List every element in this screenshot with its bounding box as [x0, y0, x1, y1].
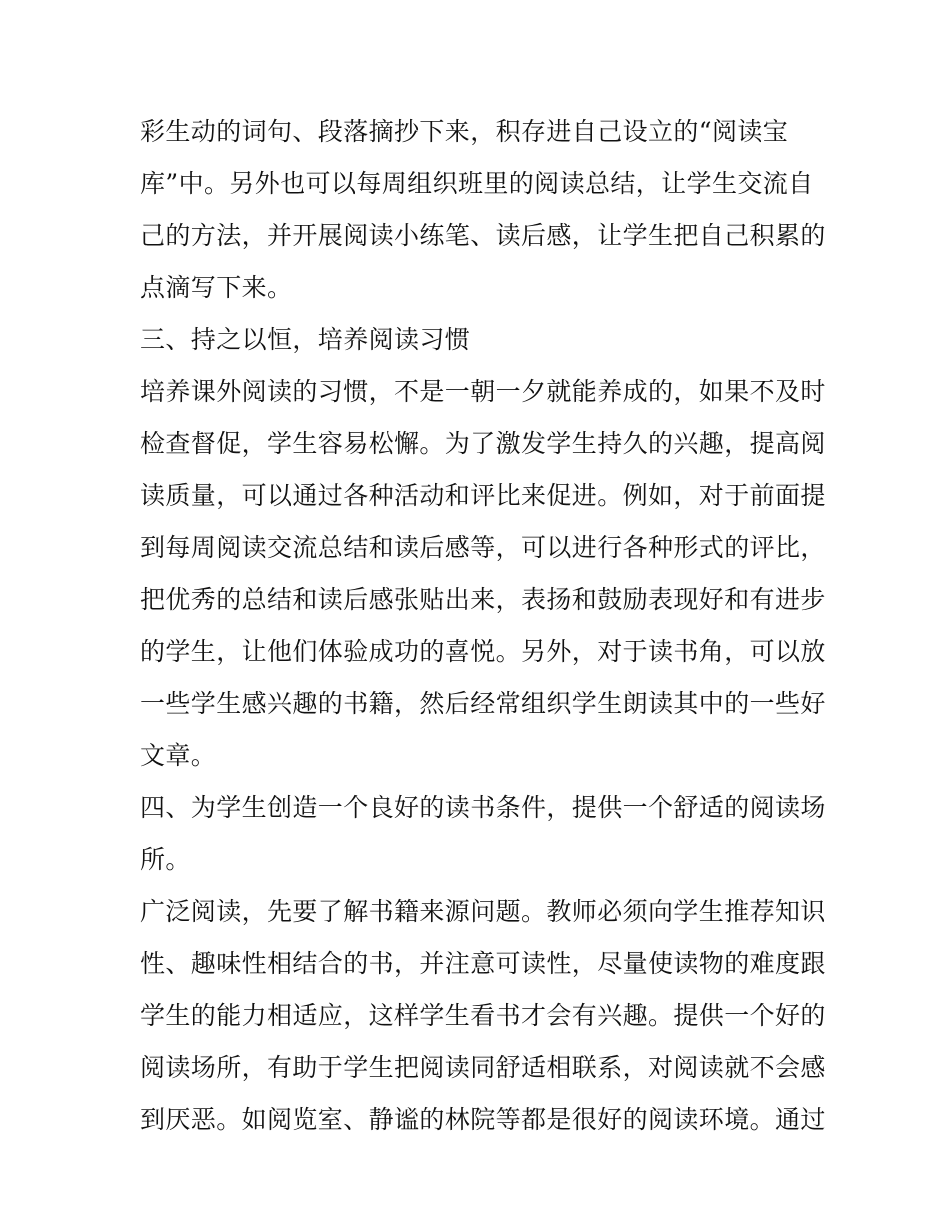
- text-line: 文章。: [140, 741, 217, 770]
- text-line: 性、趣味性相结合的书，并注意可读性，尽量使读物的难度跟: [140, 949, 826, 978]
- text-line: 检查督促，学生容易松懈。为了激发学生持久的兴趣，提高阅: [140, 429, 826, 458]
- text-line: 学生的能力相适应，这样学生看书才会有兴趣。提供一个好的: [140, 1001, 826, 1030]
- text-line: 培养课外阅读的习惯，不是一朝一夕就能养成的，如果不及时: [140, 377, 826, 406]
- text-line: 彩生动的词句、段落摘抄下来，积存进自己设立的“阅读宝: [140, 117, 789, 146]
- document-body: [140, 106, 826, 1146]
- text-line: 广泛阅读，先要了解书籍来源问题。教师必须向学生推荐知识: [140, 897, 826, 926]
- text-line: 点滴写下来。: [140, 273, 293, 302]
- text-line: 到每周阅读交流总结和读后感等，可以进行各种形式的评比，: [140, 533, 826, 562]
- text-line: 的学生，让他们体验成功的喜悦。另外，对于读书角，可以放: [140, 637, 826, 666]
- text-line: 到厌恶。如阅览室、静谧的林院等都是很好的阅读环境。通过: [140, 1105, 826, 1134]
- text-line: 阅读场所，有助于学生把阅读同舒适相联系，对阅读就不会感: [140, 1053, 826, 1082]
- section-heading-4: 四、为学生创造一个良好的读书条件，提供一个舒适的阅读场: [140, 793, 826, 822]
- text-line: 一些学生感兴趣的书籍，然后经常组织学生朗读其中的一些好: [140, 689, 826, 718]
- text-line: 库”中。另外也可以每周组织班里的阅读总结，让学生交流自: [140, 169, 814, 198]
- text-line: 把优秀的总结和读后感张贴出来，表扬和鼓励表现好和有进步: [140, 585, 826, 614]
- text-line: 读质量，可以通过各种活动和评比来促进。例如，对于前面提: [140, 481, 826, 510]
- section-heading-3: 三、持之以恒，培养阅读习惯: [140, 325, 471, 354]
- text-line: 己的方法，并开展阅读小练笔、读后感，让学生把自己积累的: [140, 221, 826, 250]
- section-heading-4-cont: 所。: [140, 845, 191, 874]
